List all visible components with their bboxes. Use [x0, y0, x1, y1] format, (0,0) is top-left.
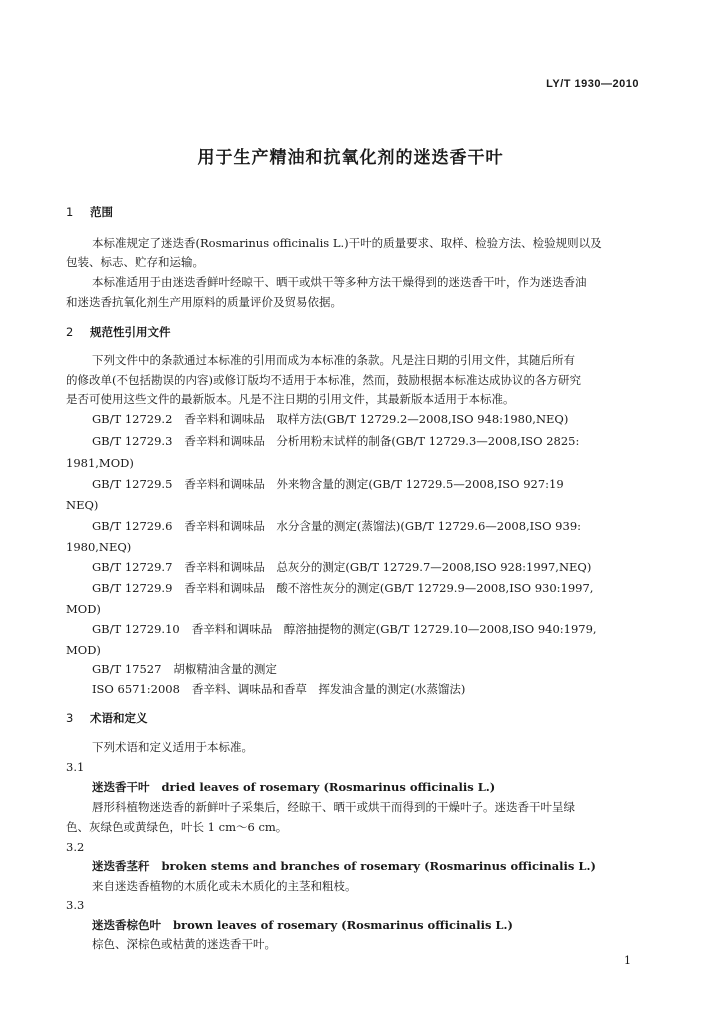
- reference-name: 香辛料和调味品 水分含量的测定(蒸馏法)(GB/T 12729.6—2008,ISO 939:: [184, 519, 582, 533]
- reference-code: GB/T 12729.7: [92, 560, 173, 574]
- section-number: 3: [66, 711, 74, 725]
- reference-code: ISO 6571:2008: [92, 682, 180, 696]
- section-1-heading: [66, 204, 113, 220]
- term-chinese: 迷迭香棕色叶: [92, 918, 161, 932]
- document-title: 用于生产精油和抗氧化剂的迷迭香干叶: [197, 148, 504, 168]
- term-definition: 棕色、深棕色或枯黄的迷迭香干叶。: [92, 937, 276, 951]
- reference-code: GB/T 12729.2: [92, 412, 173, 426]
- reference-code: GB/T 12729.5: [92, 477, 173, 491]
- term-definition: 来自迷迭香植物的木质化或未木质化的主茎和粗枝。: [92, 879, 357, 893]
- reference-code: GB/T 12729.6: [92, 519, 173, 533]
- reference-code: GB/T 17527: [92, 662, 162, 676]
- standard-code: LY/T 1930—2010: [546, 78, 639, 90]
- reference-entry: [92, 661, 277, 677]
- reference-name: 香辛料和调味品 酸不溶性灰分的测定(GB/T 12729.9—2008,ISO 930:1997,: [184, 581, 594, 595]
- reference-entry: [92, 621, 597, 637]
- reference-entry: [92, 476, 564, 492]
- section-number: 2: [66, 325, 74, 339]
- reference-name: 香辛料和调味品 外来物含量的测定(GB/T 12729.5—2008,ISO 927:19: [184, 477, 564, 491]
- section-number: 1: [66, 205, 74, 219]
- section-3-heading: [66, 710, 148, 726]
- reference-entry: [92, 681, 465, 697]
- paragraph-line: 下列文件中的条款通过本标准的引用而成为本标准的条款。凡是注日期的引用文件，其随后所有: [92, 353, 575, 367]
- reference-entry: [92, 518, 581, 534]
- term-chinese: 迷迭香干叶: [92, 780, 150, 794]
- reference-code: GB/T 12729.3: [92, 434, 173, 448]
- section-title: 术语和定义: [90, 711, 148, 725]
- reference-continuation: MOD): [66, 602, 101, 616]
- term-entry: [92, 779, 495, 795]
- reference-code: GB/T 12729.10: [92, 622, 180, 636]
- term-english: brown leaves of rosemary (Rosmarinus officinalis L.): [173, 918, 513, 932]
- paragraph-line: 本标准适用于由迷迭香鲜叶经晾干、晒干或烘干等多种方法干燥得到的迷迭香干叶，作为迷迭香油: [92, 275, 587, 289]
- reference-entry: [92, 411, 568, 427]
- term-english: dried leaves of rosemary (Rosmarinus officinalis L.): [161, 780, 496, 794]
- term-entry: [92, 858, 596, 874]
- term-english: broken stems and branches of rosemary (Rosmarinus officinalis L.): [161, 859, 596, 873]
- paragraph-line: 的修改单(不包括勘误的内容)或修订版均不适用于本标准，然而，鼓励根据本标准达成协议的各方研究: [66, 373, 581, 387]
- paragraph-line: 本标准规定了迷迭香(Rosmarinus officinalis L.)干叶的质量要求、取样、检验方法、检验规则以及: [92, 236, 602, 250]
- paragraph-line: 和迷迭香抗氧化剂生产用原料的质量评价及贸易依据。: [66, 295, 342, 309]
- reference-continuation: NEQ): [66, 498, 99, 512]
- paragraph-line: 是否可使用这些文件的最新版本。凡是不注日期的引用文件，其最新版本适用于本标准。: [66, 392, 515, 406]
- page-number: 1: [624, 954, 631, 967]
- reference-name: 香辛料和调味品 总灰分的测定(GB/T 12729.7—2008,ISO 928:1997,NEQ): [184, 560, 592, 574]
- section-2-heading: [66, 324, 171, 340]
- reference-name: 香辛料和调味品 取样方法(GB/T 12729.2—2008,ISO 948:1980,NEQ): [184, 412, 569, 426]
- section-title: 范围: [90, 205, 113, 219]
- reference-name: 香辛料和调味品 醇溶抽提物的测定(GB/T 12729.10—2008,ISO 940:1979,: [191, 622, 597, 636]
- reference-code: GB/T 12729.9: [92, 581, 173, 595]
- reference-entry: [92, 433, 579, 449]
- reference-continuation: MOD): [66, 643, 101, 657]
- paragraph-line: 包装、标志、贮存和运输。: [66, 255, 204, 269]
- reference-continuation: 1981,MOD): [66, 456, 134, 470]
- term-number: 3.1: [66, 760, 85, 774]
- term-entry: [92, 917, 513, 933]
- term-number: 3.2: [66, 840, 85, 854]
- reference-name: 香辛料、调味品和香草 挥发油含量的测定(水蒸馏法): [191, 682, 466, 696]
- reference-name: 胡椒精油含量的测定: [173, 662, 277, 676]
- term-definition: 唇形科植物迷迭香的新鲜叶子采集后，经晾干、晒干或烘干而得到的干燥叶子。迷迭香干叶呈绿: [92, 800, 575, 814]
- reference-name: 香辛料和调味品 分析用粉末试样的制备(GB/T 12729.3—2008,ISO 2825:: [184, 434, 580, 448]
- reference-entry: [92, 559, 591, 575]
- reference-entry: [92, 580, 593, 596]
- term-definition: 色、灰绿色或黄绿色，叶长 1 cm～6 cm。: [66, 820, 288, 834]
- reference-continuation: 1980,NEQ): [66, 540, 132, 554]
- paragraph-line: 下列术语和定义适用于本标准。: [92, 740, 253, 754]
- section-title: 规范性引用文件: [90, 325, 171, 339]
- term-number: 3.3: [66, 898, 85, 912]
- term-chinese: 迷迭香茎秆: [92, 859, 150, 873]
